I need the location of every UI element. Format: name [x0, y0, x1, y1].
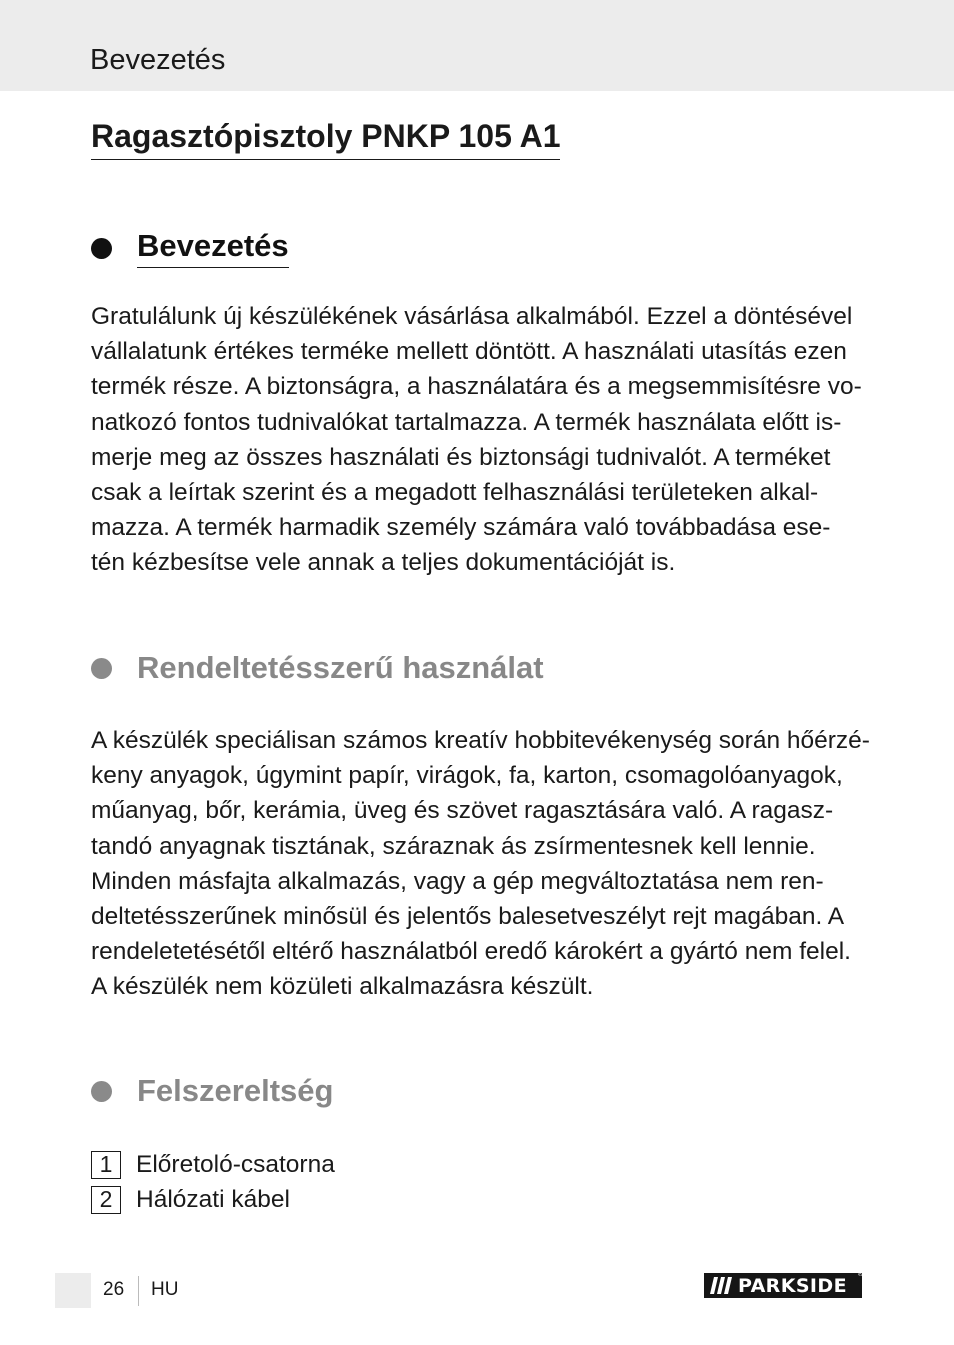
text-line: csak a leírtak szerint és a megadott felhasználási területeken alkal-	[91, 479, 819, 507]
text-line: deltetésszerűnek minősül és jelentős balesetveszélyt rejt magában. A	[91, 903, 845, 931]
introduction-paragraph	[91, 299, 866, 581]
footer-divider	[138, 1276, 139, 1306]
item-number-box: 2	[91, 1186, 121, 1214]
text-line: A készülék nem közületi alkalmazásra készült.	[91, 973, 594, 1001]
text-line: natkozó fontos tudnivalókat tartalmazza. A termék használata előtt is-	[91, 408, 842, 436]
document-title: Ragasztópisztoly PNKP 105 A1	[91, 118, 560, 160]
section-title: Felszereltség	[137, 1073, 334, 1108]
section-title: Bevezetés	[137, 228, 289, 268]
text-line: Gratulálunk új készülékének vásárlása alkalmából. Ezzel a döntésével	[91, 303, 853, 330]
registered-mark: ®	[857, 1271, 863, 1278]
intended-use-paragraph	[91, 723, 870, 1005]
section-heading-intended-use	[91, 650, 544, 686]
page-number: 26	[103, 1279, 125, 1300]
bullet-icon	[91, 238, 112, 259]
text-line: A készülék speciálisan számos kreatív hobbitevékenység során hőérzé-	[91, 727, 870, 754]
text-line: rendeletetésétől eltérő használatból eredő károkért a gyártó nem felel.	[91, 938, 851, 966]
header-title: Bevezetés	[90, 44, 226, 76]
text-line: műanyag, bőr, kerámia, üveg és szövet ragasztására való. A ragasz-	[91, 797, 834, 825]
equipment-list	[91, 1147, 335, 1217]
text-line: mazza. A termék harmadik személy számára való továbbadása ese-	[91, 514, 831, 542]
text-line: tén kézbesítse vele annak a teljes dokumentációját is.	[91, 549, 676, 577]
list-item	[91, 1182, 335, 1217]
section-title: Rendeltetésszerű használat	[137, 650, 544, 685]
section-heading-equipment	[91, 1073, 333, 1109]
section-heading-introduction	[91, 228, 289, 268]
item-number-box: 1	[91, 1151, 121, 1179]
text-line: termék része. A biztonságra, a használatára és a megsemmisítésre vo-	[91, 373, 862, 401]
item-label: Hálózati kábel	[136, 1185, 290, 1213]
logo-slashes-icon	[704, 1273, 736, 1298]
parkside-logo	[704, 1273, 862, 1298]
text-line: keny anyagok, úgymint papír, virágok, fa, karton, csomagolóanyagok,	[91, 762, 843, 790]
item-label: Előretoló-csatorna	[136, 1150, 335, 1178]
footer-marker	[55, 1273, 91, 1308]
text-line: merje meg az összes használati és biztonsági tudnivalót. A terméket	[91, 443, 831, 471]
bullet-icon	[91, 658, 112, 679]
text-line: vállalatunk értékes terméke mellett döntött. A használati utasítás ezen	[91, 338, 847, 366]
list-item	[91, 1147, 335, 1182]
text-line: Minden másfajta alkalmazás, vagy a gép megváltoztatása nem ren-	[91, 867, 824, 895]
bullet-icon	[91, 1081, 112, 1102]
text-line: tandó anyagnak tisztának, száraznak ás zsírmentesnek kell lennie.	[91, 832, 816, 860]
logo-text: PARKSIDE	[738, 1274, 847, 1297]
language-code: HU	[151, 1279, 179, 1300]
